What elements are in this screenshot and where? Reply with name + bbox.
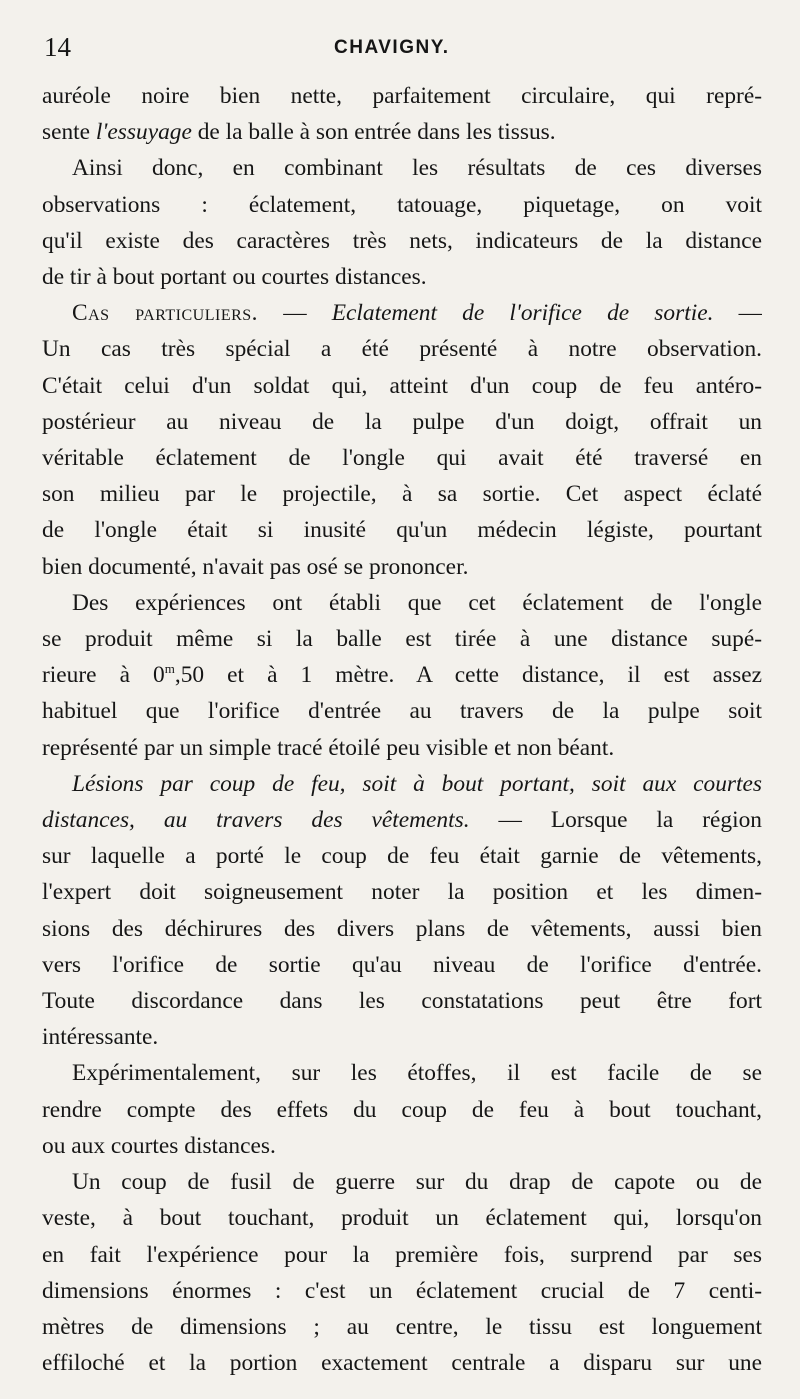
- text-run: qu'il existe des caractères très nets, indicateurs de la distance: [42, 227, 762, 254]
- text-line: [42, 838, 762, 874]
- text-line: [42, 766, 762, 802]
- text-run: rendre compte des effets du coup de feu à bout touchant,: [42, 1096, 762, 1123]
- text-run: Un cas très spécial a été présenté à notre observation.: [42, 336, 762, 363]
- text-line: [42, 874, 762, 910]
- section-heading: Cas particuliers.: [72, 300, 259, 327]
- text-line: [42, 295, 762, 331]
- text-run: —: [258, 300, 332, 327]
- text-run: C'était celui d'un soldat qui, atteint d'un coup de feu antéro-: [42, 372, 762, 399]
- text-line: [42, 512, 762, 548]
- text-line: [42, 476, 762, 512]
- body-text: [42, 78, 762, 1381]
- subsection-title: Eclatement de l'orifice de sortie.: [331, 300, 714, 327]
- text-line: [42, 331, 762, 367]
- text-line: [42, 911, 762, 947]
- text-run: de l'ongle était si inusité qu'un médecin légiste, pourtant: [42, 517, 762, 544]
- running-head: CHAVIGNY.: [334, 37, 450, 58]
- text-line: [42, 1092, 762, 1128]
- text-run: habituel que l'orifice d'entrée au travers de la pulpe soit: [42, 698, 762, 725]
- page-number: 14: [44, 32, 71, 62]
- text-line: [42, 1273, 762, 1309]
- text-line: [42, 585, 762, 621]
- text-run: mètres de dimensions ; au centre, le tissu est longuement: [42, 1313, 762, 1340]
- text-line: [42, 1055, 762, 1091]
- text-run: veste, à bout touchant, produit un éclatement qui, lorsqu'on: [42, 1205, 762, 1232]
- text-run: observations : éclatement, tatouage, piquetage, on voit: [42, 191, 762, 218]
- text-line: [42, 404, 762, 440]
- text-run: vers l'orifice de sortie qu'au niveau de l'orifice d'entrée.: [42, 951, 762, 978]
- text-run: son milieu par le projectile, à sa sortie. Cet aspect éclaté: [42, 481, 762, 508]
- text-run: ou aux courtes distances.: [42, 1132, 276, 1159]
- text-line: [42, 1200, 762, 1236]
- text-run: l'expert doit soigneusement noter la position et les dimen-: [42, 879, 762, 906]
- text-line: [42, 1019, 762, 1055]
- text-line: [42, 621, 762, 657]
- text-line: [42, 1237, 762, 1273]
- text-run: bien documenté, n'avait pas osé se prononcer.: [42, 553, 469, 580]
- text-line: [42, 440, 762, 476]
- text-line: [42, 78, 762, 114]
- text-run: — Lorsque la région: [469, 807, 762, 834]
- text-run: se produit même si la balle est tirée à une distance supé-: [42, 626, 762, 653]
- text-line: [42, 549, 762, 585]
- text-run: de tir à bout portant ou courtes distances.: [42, 264, 427, 291]
- text-run: Toute discordance dans les constatations peut être fort: [42, 988, 762, 1015]
- text-run: postérieur au niveau de la pulpe d'un doigt, offrait un: [42, 408, 762, 435]
- text-line: [42, 187, 762, 223]
- text-run: représenté par un simple tracé étoilé peu visible et non béant.: [42, 734, 615, 761]
- text-line: [42, 368, 762, 404]
- text-line: [42, 802, 762, 838]
- text-line: [42, 693, 762, 729]
- page-header: [44, 30, 760, 64]
- text-run: effiloché et la portion exactement centrale a disparu sur une: [42, 1350, 762, 1377]
- text-line: [42, 657, 762, 693]
- text-run: sions des déchirures des divers plans de vêtements, aussi bien: [42, 915, 762, 942]
- italic-term: l'essuyage: [95, 119, 192, 146]
- text-run: intéressante.: [42, 1024, 159, 1051]
- text-line: [42, 259, 762, 295]
- text-line: [42, 730, 762, 766]
- unit-superscript: m: [164, 661, 175, 677]
- text-run: Ainsi donc, en combinant les résultats de ces diverses: [72, 155, 762, 182]
- text-run: en fait l'expérience pour la première fois, surprend par ses: [42, 1241, 762, 1268]
- text-run: rieure à 0: [42, 662, 165, 689]
- text-run: Expérimentalement, sur les étoffes, il est facile de se: [72, 1060, 762, 1087]
- text-line: [42, 947, 762, 983]
- text-run: véritable éclatement de l'ongle qui avait été traversé en: [42, 445, 762, 472]
- subsection-title: distances, au travers des vêtements.: [42, 807, 470, 834]
- subsection-title: Lésions par coup de feu, soit à bout portant, soit aux courtes: [72, 770, 762, 797]
- text-line: [42, 1345, 762, 1381]
- text-run: ,50 et à 1 mètre. A cette distance, il est assez: [174, 662, 762, 689]
- text-run: sente: [42, 119, 96, 146]
- text-run: Un coup de fusil de guerre sur du drap de capote ou de: [72, 1169, 762, 1196]
- text-line: [42, 150, 762, 186]
- text-line: [42, 1128, 762, 1164]
- text-line: [42, 223, 762, 259]
- text-run: auréole noire bien nette, parfaitement circulaire, qui repré-: [42, 83, 762, 109]
- text-line: [42, 1309, 762, 1345]
- text-line: [42, 1164, 762, 1200]
- text-run: dimensions énormes : c'est un éclatement crucial de 7 centi-: [42, 1277, 762, 1304]
- text-line: [42, 983, 762, 1019]
- text-run: de la balle à son entrée dans les tissus.: [191, 119, 556, 146]
- text-run: sur laquelle a porté le coup de feu était garnie de vêtements,: [42, 843, 762, 870]
- text-run: —: [713, 300, 762, 327]
- text-run: Des expériences ont établi que cet éclatement de l'ongle: [72, 589, 762, 616]
- text-line: [42, 114, 762, 150]
